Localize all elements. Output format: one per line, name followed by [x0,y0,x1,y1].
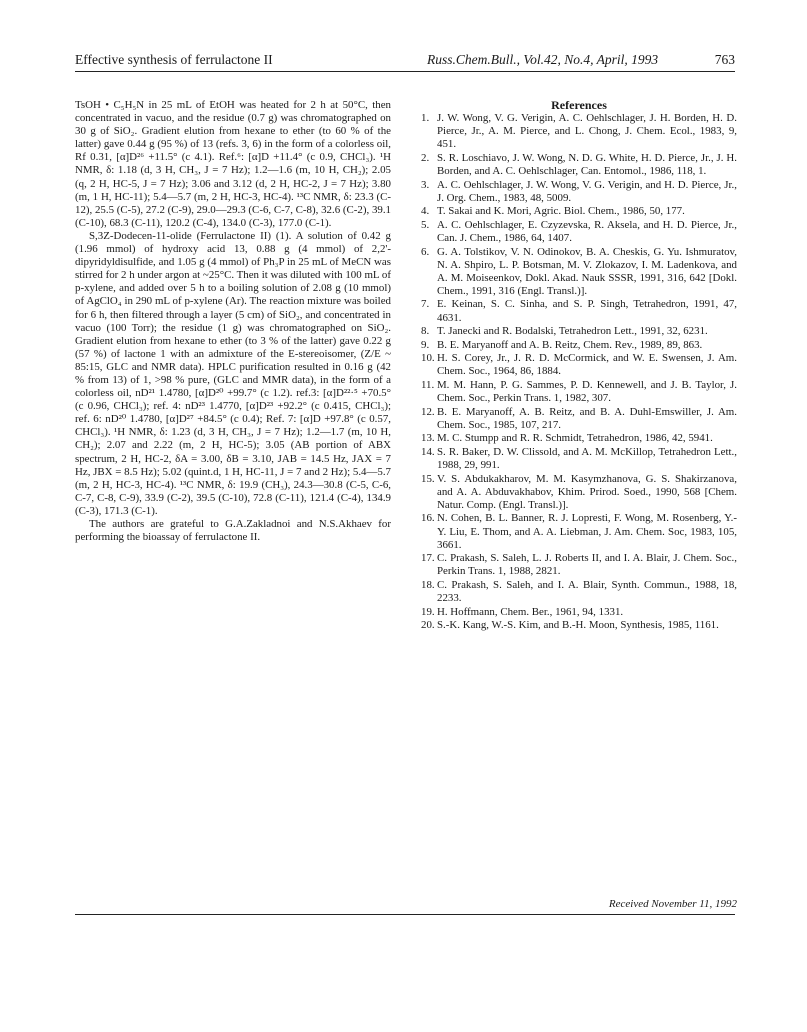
running-header [75,52,735,72]
reference-number: 10. [421,352,435,365]
running-title: Effective synthesis of ferrulactone II [75,52,273,67]
footer-divider [75,914,735,915]
reference-number: 16. [421,512,435,525]
reference-text: V. S. Abdukakharov, M. M. Kasymzhanova, G. S. Shakirzanova, and A. A. Abduvakhabov, Khim. Prirod. Soed., 1990, 568 [Chem. Natur. Comp. (Engl. Transl.)]. [437,472,737,511]
reference-text: M. C. Stumpp and R. R. Schmidt, Tetrahedron, 1986, 42, 5941. [437,432,713,445]
experimental-paragraph-2: S,3Z-Dodecen-11-olide (Ferrulactone II) (1). A solution of 0.42 g (1.96 mmol) of hydroxy acid 13, 0.88 g (4 mmol) of 2,2'-dipyridyldisulfide, and 1.05 g (4 mmol) of Ph₃P in 25 mL of MeCN was stirred for 2 h under argon at ~25°C. Then it was diluted with 100 mL of p-xylene, and added over 5 h to a boiling solution of 2.08 g (10 mmol) of AgClO₄ in 290 mL of p-xylene (Ar). The reaction mixture was boiled for 6 h, then filtered through a layer (5 cm) of SiO₂, and concentrated in vacuo (100 Torr); the residue (1 g) was chromatographed on SiO₂. Gradient elution from hexane to ether (to 3 % of the latter) gave 0.22 g (57 %) of lactone 1 with an admixture of the E-stereoisomer, (Z/E ~ 85:15, GLC and NMR data). HPLC purification resulted in 0.16 g (42 % from 13) of 1, >98 % pure, (GLC and MMR data), in the form of a colorless oil, nD²¹ 1.4780, [α]D²⁰ +99.7° (c 1.2). ref.3: [α]D²²·⁵ +70.5° (c 0.96, CHCl₃); ref. 4: nD²³ 1.4770, [α]D²³ +92.2° (c 0.415, CHCl₃); ref. 6: nD²⁰ 1.4780, [α]D²⁷ +84.5° (c 0.4); Ref. 7: [α]D +97.8° (c 0.57, CHCl₃). ¹H NMR, δ: 1.23 (d, 3 H, CH₃, J = 7 Hz); 1.2—1.7 (m, 10 H, CH₂); 2.07 and 2.22 (m, 2 H, HC-5); 3.05 (AB portion of ABX spectrum, 2 H, HC-2, δA = 3.00, δB = 3.10, JAB = 14.5 Hz, JAX = 7 Hz, JBX = 8.5 Hz); 5.02 (quint.d, 1 H, HC-11, J = 7 and 2 Hz); 5.4—5.7 (m, 2 H, HC-3, HC-4). ¹³C NMR, δ: 19.9 (CH₃), 24.3—30.8 (C-5, C-6, C-7, C-8, C-9), 33.9 (C-2), 39.5 (C-10), 72.8 (C-11), 121.4 (C-4), 134.9 (C-3), 171.3 (C-1). [75,229,391,517]
reference-item [421,325,737,338]
reference-number: 5. [421,218,430,231]
reference-text: T. Janecki and R. Bodalski, Tetrahedron Lett., 1991, 32, 6231. [437,325,708,338]
reference-item [421,112,737,151]
reference-item [421,446,737,472]
reference-number: 13. [421,432,435,445]
left-column [75,99,391,544]
reference-number: 11. [421,378,435,391]
reference-item [421,512,737,551]
reference-number: 14. [421,445,435,458]
reference-number: 18. [421,578,435,591]
reference-text: S.-K. Kang, W.-S. Kim, and B.-H. Moon, Synthesis, 1985, 1161. [437,619,719,632]
reference-number: 3. [421,178,430,191]
reference-list [421,112,737,632]
reference-item [421,339,737,352]
reference-text: S. R. Loschiavo, J. W. Wong, N. D. G. White, H. D. Pierce, Jr., J. H. Borden, and A. C. Oehlschlager, Can. Entomol., 1986, 118, 1. [437,151,737,177]
reference-number: 9. [421,338,430,351]
header-divider [75,71,735,72]
reference-number: 8. [421,325,430,338]
reference-item [421,473,737,512]
reference-item [421,606,737,619]
reference-item [421,298,737,324]
reference-item [421,379,737,405]
reference-text: S. R. Baker, D. W. Clissold, and A. M. McKillop, Tetrahedron Lett., 1988, 29, 991. [437,445,737,472]
reference-text: G. A. Tolstikov, V. N. Odinokov, B. A. Cheskis, G. Yu. Ishmuratov, N. A. Shpiro, L. P. Botsman, M. V. Zlokazov, I. M. Ladenkova, and A. M. Moiseenkov, Dokl. Akad. Nauk SSSR, 1991, 316, 642 [Dokl. Chem., 1991, 316 (Engl. Transl.)]. [437,245,737,297]
experimental-paragraph-1: TsOH • C₅H₅N in 25 mL of EtOH was heated for 2 h at 50°C, then concentrated in vacuo, and the residue (0.7 g) was chromatographed on 30 g of SiO₂. Gradient elution from hexane to ether (to 60 % of the latter) gave 0.44 g (95 %) of 13 (refs. 3, 6) in the form of a colorless oil, Rf 0.31, [α]D²⁶ +11.5° (c 4.1). Ref.⁶: [α]D +11.4° (c 0.9, CHCl₃). ¹H NMR, δ: 1.18 (d, 3 H, CH₃, J = 7 Hz); 1.2—1.6 (m, 10 H, CH₂); 2.05 (q, 2 H, HC-5, J = 7 Hz); 3.06 and 3.12 (d, 2 H, HC-2, J = 7 Hz); 3.80 (m, 1 H, HC-11); 5.4—5.7 (m, 2 H, HC-3, HC-4). ¹³C NMR, δ: 23.3 (C-12), 25.5 (C-5), 27.2 (C-9), 29.0—29.3 (C-6, C-7, C-8), 32.6 (C-2), 39.1 (C-10), 68.3 (C-11), 120.2 (C-4), 134.0 (C-3), 177.0 (C-1). [75,99,391,229]
reference-text: J. W. Wong, V. G. Verigin, A. C. Oehlschlager, J. H. Borden, H. D. Pierce, Jr., A. M. Pierce, and L. Chong, J. Chem. Ecol., 1983, 9, 451. [437,112,737,151]
references-heading: References [551,98,607,112]
reference-text: B. E. Maryanoff and A. B. Reitz, Chem. Rev., 1989, 89, 863. [437,338,703,351]
acknowledgements: The authors are grateful to G.A.Zakladnoi and N.S.Akhaev for performing the bioassay of ferrulactone II. [75,518,391,544]
reference-number: 6. [421,245,430,258]
reference-item [421,579,737,605]
reference-text: B. E. Maryanoff, A. B. Reitz, and B. A. Duhl-Emswiller, J. Am. Chem. Soc., 1985, 107, 217. [437,405,737,431]
reference-item [421,205,737,218]
reference-number: 15. [421,472,435,485]
reference-text: N. Cohen, B. L. Banner, R. J. Lopresti, F. Wong, M. Rosenberg, Y.-Y. Liu, E. Thom, and A. A. Liebman, J. Am. Chem. Soc, 1983, 105, 3661. [437,512,737,551]
reference-text: C. Prakash, S. Saleh, L. J. Roberts II, and I. A. Blair, J. Chem. Soc., Perkin Trans. 1, 1988, 2821. [437,552,737,578]
reference-text: E. Keinan, S. C. Sinha, and S. P. Singh, Tetrahedron, 1991, 47, 4631. [437,298,737,324]
reference-text: T. Sakai and K. Mori, Agric. Biol. Chem., 1986, 50, 177. [437,205,685,218]
reference-item [421,352,737,378]
reference-item [421,152,737,178]
reference-item [421,552,737,578]
page-number: 763 [714,52,735,67]
reference-text: H. S. Corey, Jr., J. R. D. McCormick, and W. E. Swensen, J. Am. Chem. Soc., 1964, 86, 1884. [437,352,737,378]
reference-number: 19. [421,605,435,618]
reference-number: 1. [421,112,430,125]
received-date: Received November 11, 1992 [608,898,737,910]
right-column [421,99,737,633]
reference-number: 2. [421,151,430,164]
reference-text: M. M. Hann, P. G. Sammes, P. D. Kennewell, and J. B. Taylor, J. Chem. Soc., Perkin Trans. 1, 1982, 307. [437,378,737,405]
reference-text: A. C. Oehlschlager, E. Czyzevska, R. Aksela, and H. D. Pierce, Jr., Can. J. Chem., 1986, 64, 1407. [437,218,737,244]
reference-text: C. Prakash, S. Saleh, and I. A. Blair, Synth. Commun., 1988, 18, 2233. [437,578,737,604]
reference-number: 20. [421,619,435,632]
reference-number: 4. [421,205,430,218]
journal-citation: Russ.Chem.Bull., Vol.42, No.4, April, 1993 [427,52,659,67]
reference-item [421,246,737,298]
reference-item [421,219,737,245]
reference-text: A. C. Oehlschlager, J. W. Wong, V. G. Verigin, and H. D. Pierce, Jr., J. Org. Chem., 1983, 48, 5009. [437,178,737,204]
reference-item [421,406,737,432]
reference-item [421,179,737,205]
reference-number: 12. [421,405,435,418]
reference-number: 17. [421,552,435,565]
reference-item [421,619,737,632]
reference-item [421,432,737,445]
reference-number: 7. [421,298,430,311]
reference-text: H. Hoffmann, Chem. Ber., 1961, 94, 1331. [437,605,624,618]
